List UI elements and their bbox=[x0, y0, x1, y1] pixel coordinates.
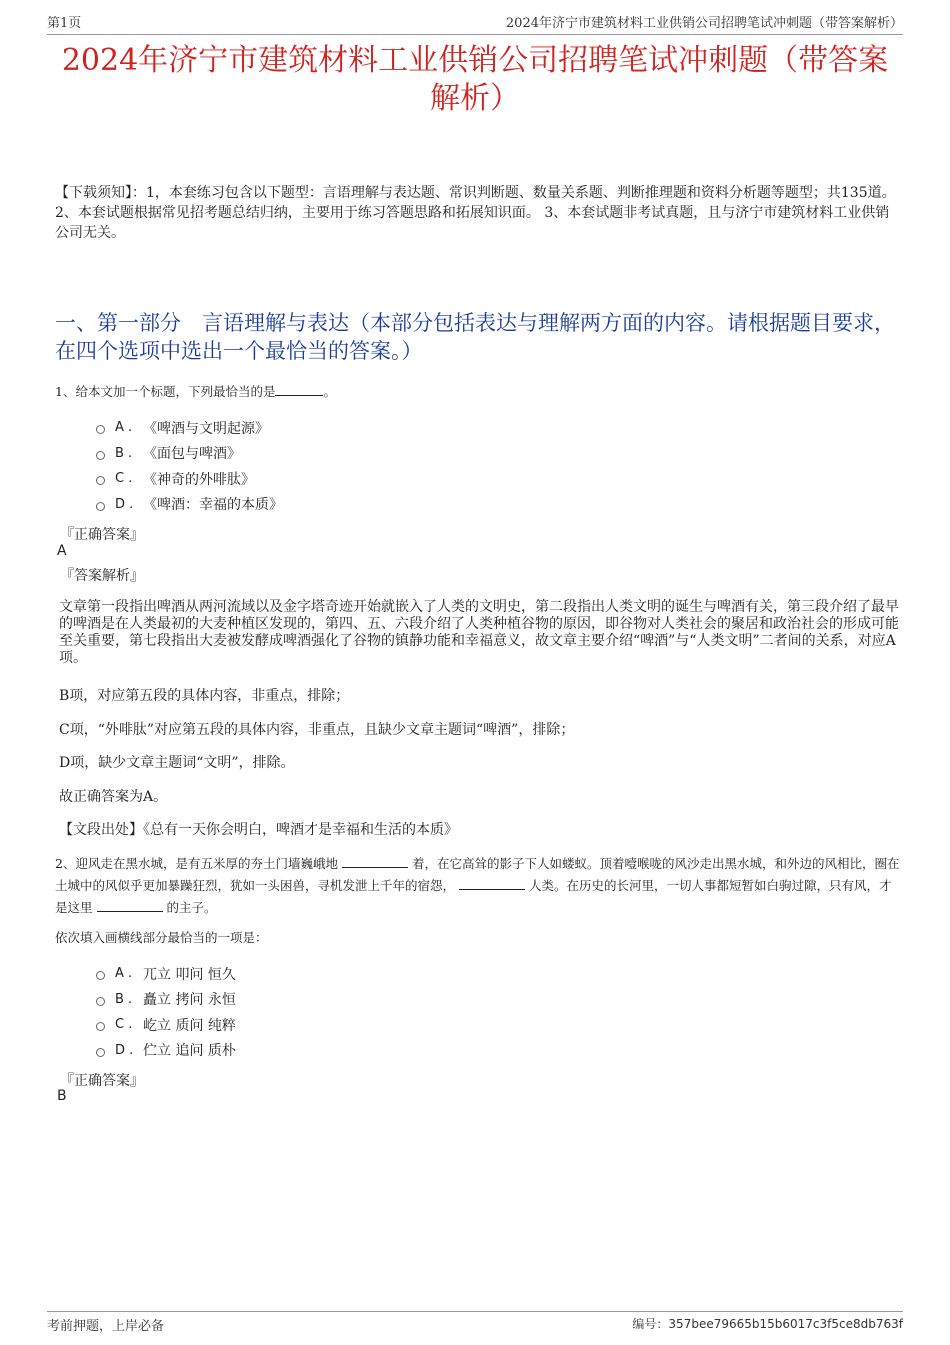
download-notice: 【下载须知】：1，本套练习包含以下题型：言语理解与表达题、常识判断题、数量关系题、判断推理题和资料分析题等题型；共135道。 2、本套试题根据常见招考题总结归纳，主要用于练习答题思路和拓展知识面。 3、本套试题非考试真题，且与济宁市建筑材料工业供销公司无关。 bbox=[55, 185, 896, 241]
analysis-label: 『答案解析』 bbox=[60, 568, 144, 584]
option-c[interactable] bbox=[96, 466, 283, 492]
question-2-stem-part: 的主子。 bbox=[166, 900, 217, 915]
option-text: 矗立 拷问 永恒 bbox=[143, 992, 236, 1009]
section-heading: 一、第一部分 言语理解与表达（本部分包括表达与理解两方面的内容。请根据题目要求，在四个选项中选出一个最恰当的答案。） bbox=[55, 311, 895, 363]
analysis-option-c: C项，“外啡肽”对应第五段的具体内容，非重点，且缺少文章主题词“啤酒”，排除； bbox=[59, 722, 575, 738]
radio-icon[interactable] bbox=[96, 451, 105, 460]
option-text: 《神奇的外啡肽》 bbox=[143, 471, 255, 488]
option-text: 兀立 叩问 恒久 bbox=[143, 966, 236, 983]
analysis-option-d: D项，缺少文章主题词“文明”，排除。 bbox=[59, 755, 295, 771]
correct-answer-label: 『正确答案』 bbox=[60, 1073, 144, 1089]
option-text: 伫立 追问 质朴 bbox=[143, 1043, 236, 1060]
option-a[interactable] bbox=[96, 415, 283, 441]
analysis-conclusion: 故正确答案为A。 bbox=[59, 789, 168, 805]
question-2-stem bbox=[55, 853, 900, 919]
question-2-options bbox=[96, 961, 236, 1063]
radio-icon[interactable] bbox=[96, 971, 105, 980]
radio-icon[interactable] bbox=[96, 502, 105, 511]
question-2-stem-part: 着，在它高耸的影子下人如蝼蚁。顶着噎喉咙的风沙走出黑水城，和外边的风相比，圈在土城中的风似乎更加暴躁狂烈，犹如一头困兽，寻机发泄上千年的宿怨， bbox=[55, 856, 900, 893]
footer-slogan: 考前押题，上岸必备 bbox=[47, 1319, 165, 1334]
option-letter: A . bbox=[115, 966, 133, 982]
radio-icon[interactable] bbox=[96, 1022, 105, 1031]
option-d[interactable] bbox=[96, 492, 283, 518]
answer-blank bbox=[459, 877, 525, 890]
page-footer bbox=[47, 1311, 903, 1334]
analysis-paragraph: 文章第一段指出啤酒从两河流域以及金字塔奇迹开始就嵌入了人类的文明史，第二段指出人类文明的诞生与啤酒有关，第三段介绍了最早的啤酒是在人类最初的大麦种植区发现的，第四、五、六段介绍了人类种植谷物的原因，即谷物对人类社会的聚居和政治社会的形成可能至关重要，第七段指出大麦被发酵成啤酒强化了谷物的镇静功能和幸福意义，故文章主要介绍“啤酒”与“人类文明”二者间的关系，对应A项。 bbox=[59, 599, 899, 666]
radio-icon[interactable] bbox=[96, 1048, 105, 1057]
answer-blank bbox=[275, 383, 323, 396]
analysis-option-b: B项，对应第五段的具体内容，非重点，排除； bbox=[59, 688, 350, 704]
option-a[interactable] bbox=[96, 961, 236, 987]
option-text: 《面包与啤酒》 bbox=[143, 446, 241, 463]
document-id: 编号：357bee79665b15b6017c3f5ce8db763f bbox=[632, 1317, 903, 1331]
page-header bbox=[47, 12, 903, 35]
answer-blank bbox=[342, 855, 408, 868]
option-c[interactable] bbox=[96, 1012, 236, 1038]
question-2-stem-part: 2、迎风走在黑水城，是有五米厚的夯土门墙巍峨地 bbox=[55, 856, 338, 871]
option-letter: D . bbox=[115, 1042, 134, 1058]
question-1-stem-text: 1、给本文加一个标题，下列最恰当的是 bbox=[55, 384, 276, 399]
option-text: 《啤酒与文明起源》 bbox=[143, 420, 269, 437]
option-text: 屹立 质问 纯粹 bbox=[143, 1017, 236, 1034]
header-doc-title: 2024年济宁市建筑材料工业供销公司招聘笔试冲刺题（带答案解析） bbox=[505, 16, 903, 31]
page-number: 第1页 bbox=[47, 16, 82, 31]
question-2-prompt: 依次填入画横线部分最恰当的一项是： bbox=[55, 930, 268, 945]
radio-icon[interactable] bbox=[96, 997, 105, 1006]
option-b[interactable] bbox=[96, 441, 283, 467]
correct-answer: A bbox=[57, 543, 67, 559]
question-2-stem-part: 人类。在历史的长河里，一切人事都短暂如白驹过隙，只有风，才是这里 bbox=[55, 878, 892, 915]
correct-answer-label: 『正确答案』 bbox=[60, 527, 144, 543]
option-letter: A . bbox=[115, 420, 133, 436]
option-text: 《啤酒：幸福的本质》 bbox=[143, 497, 283, 514]
radio-icon[interactable] bbox=[96, 425, 105, 434]
correct-answer: B bbox=[57, 1088, 67, 1104]
option-letter: D . bbox=[115, 496, 134, 512]
answer-blank bbox=[97, 899, 163, 912]
question-1-stem bbox=[55, 381, 900, 403]
radio-icon[interactable] bbox=[96, 476, 105, 485]
question-1-options bbox=[96, 415, 283, 517]
option-d[interactable] bbox=[96, 1038, 236, 1064]
option-letter: B . bbox=[115, 445, 133, 461]
option-letter: B . bbox=[115, 991, 133, 1007]
question-1-stem-end: 。 bbox=[323, 384, 336, 399]
option-letter: C . bbox=[115, 471, 133, 487]
option-letter: C . bbox=[115, 1017, 133, 1033]
option-b[interactable] bbox=[96, 987, 236, 1013]
analysis-source: 【文段出处】《总有一天你会明白，啤酒才是幸福和生活的本质》 bbox=[59, 822, 458, 838]
document-title: 2024年济宁市建筑材料工业供销公司招聘笔试冲刺题（带答案解析） bbox=[61, 43, 889, 116]
